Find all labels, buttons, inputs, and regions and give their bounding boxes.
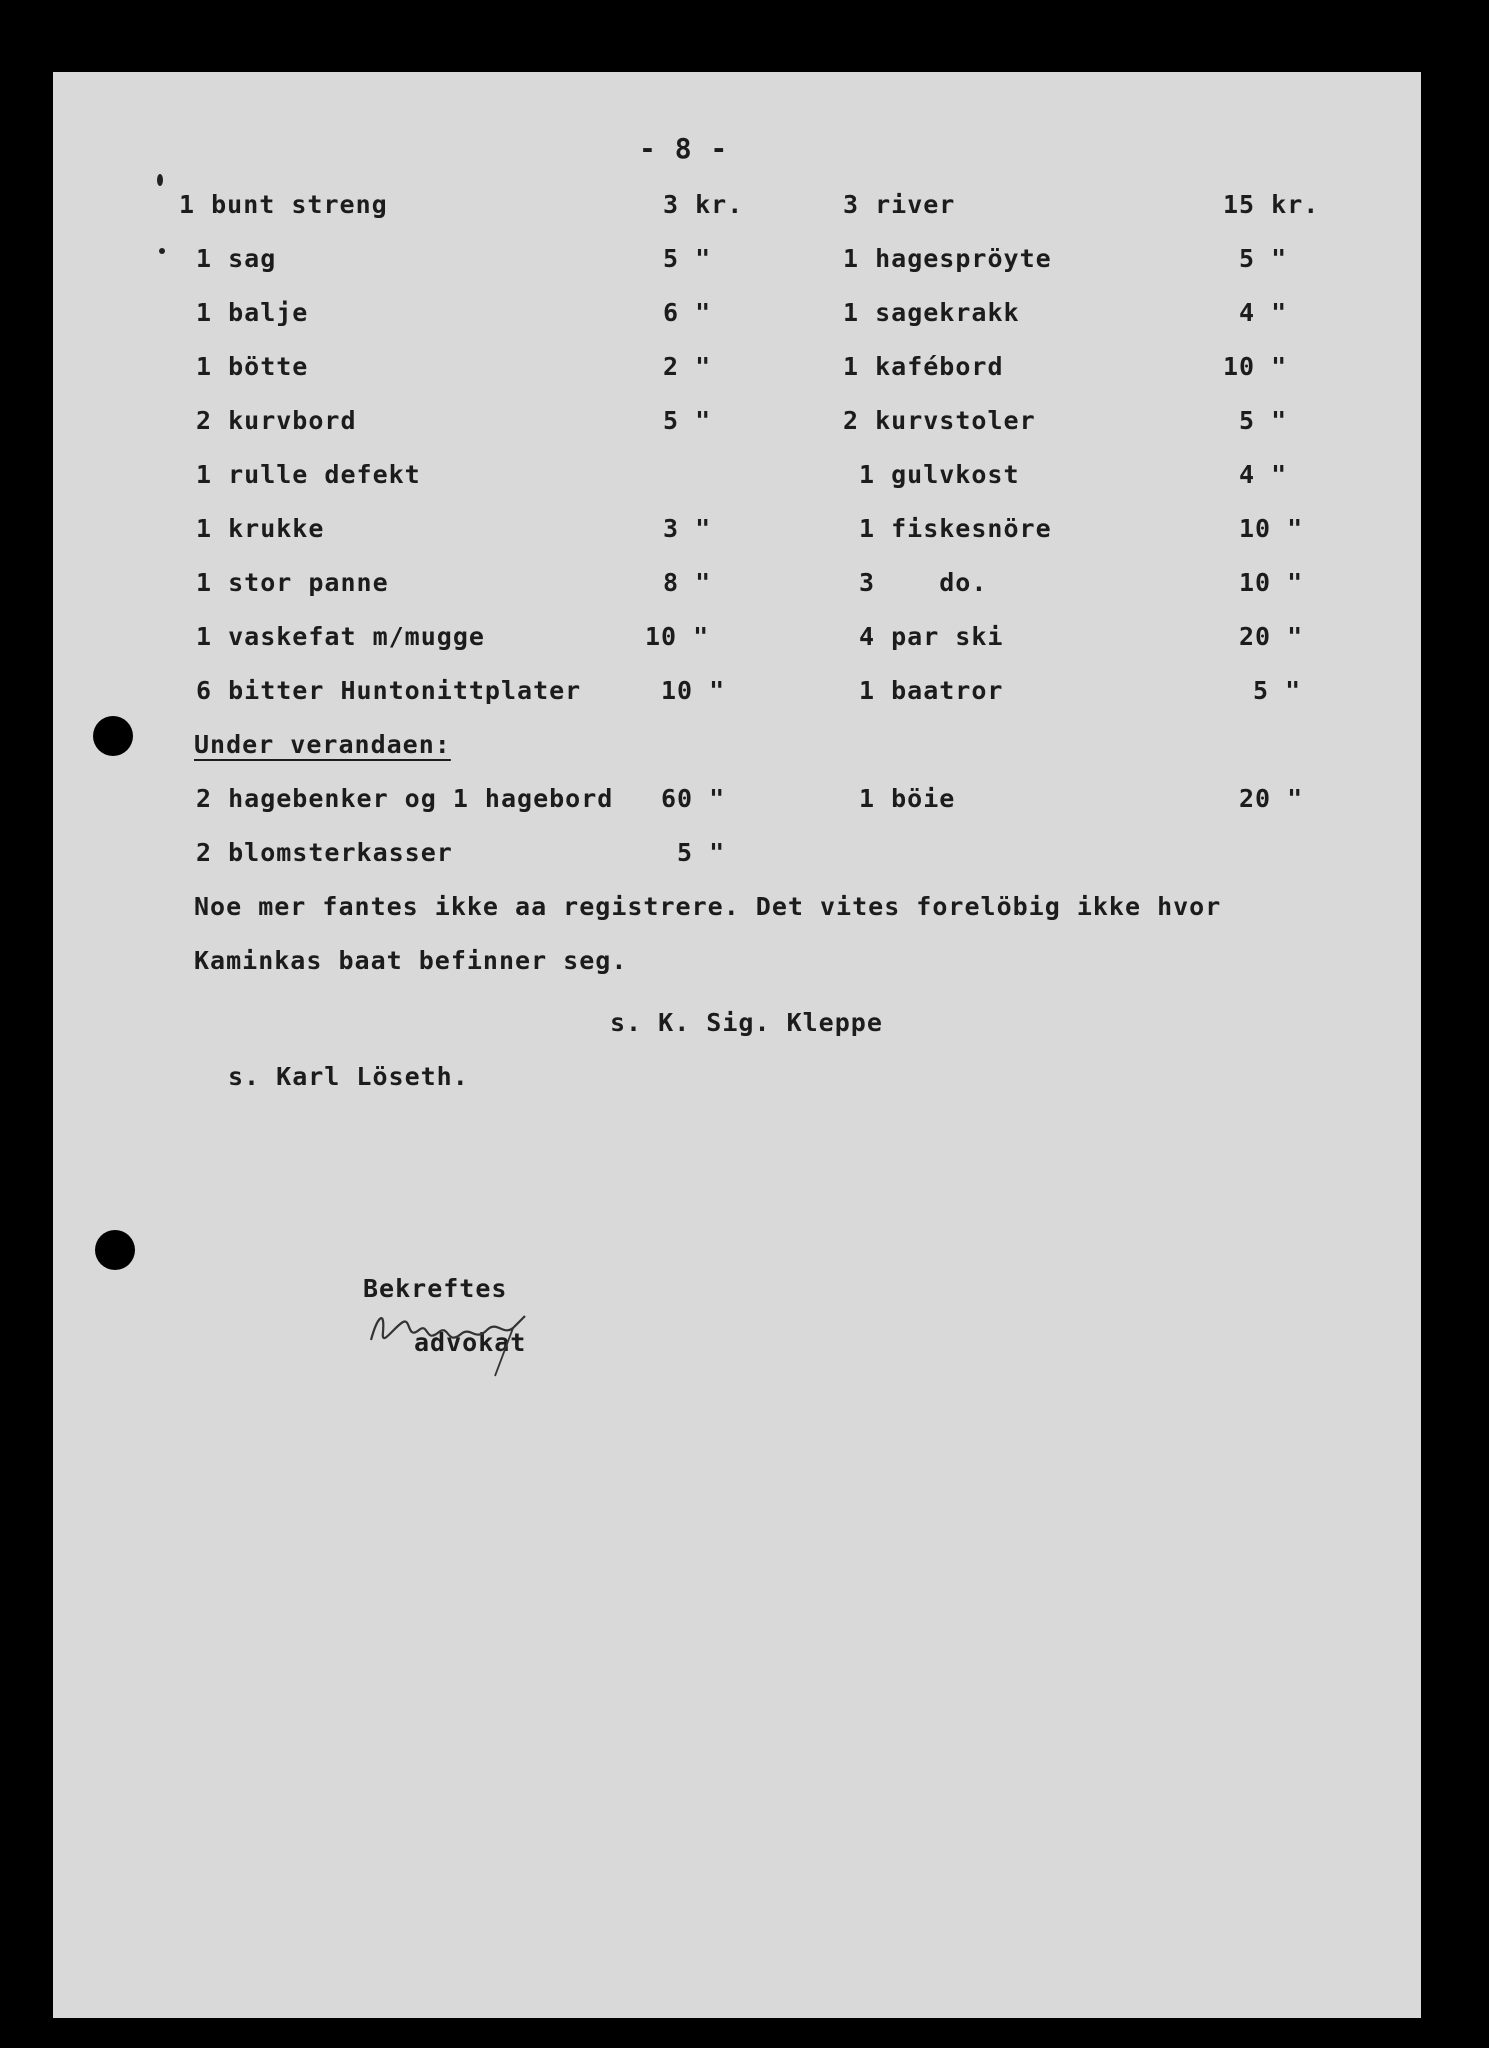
item-price: 10 "	[645, 622, 710, 651]
ink-speck	[157, 174, 163, 186]
item-price: 10 "	[1239, 568, 1304, 597]
list-item: 1 gulvkost	[859, 460, 1020, 489]
document-page	[53, 72, 1421, 2018]
list-item: 2 kurvstoler	[843, 406, 1036, 435]
list-item: 1 fiskesnöre	[859, 514, 1052, 543]
item-price: 20 "	[1239, 784, 1304, 813]
item-price: 5 "	[1239, 406, 1288, 435]
item-price: 3 "	[663, 514, 712, 543]
item-price: 8 "	[663, 568, 712, 597]
list-item: 2 kurvbord	[196, 406, 357, 435]
item-price: 5 "	[1239, 244, 1288, 273]
item-price: 10 "	[661, 676, 726, 705]
punch-hole	[93, 716, 133, 756]
list-item: 1 hagespröyte	[843, 244, 1052, 273]
list-item: 2 blomsterkasser	[196, 838, 453, 867]
item-price: 5 "	[663, 244, 712, 273]
list-item: 1 bötte	[196, 352, 309, 381]
item-price: 5 "	[677, 838, 726, 867]
note-line-1: Noe mer fantes ikke aa registrere. Det vites forelöbig ikke hvor	[194, 892, 1222, 921]
item-price: 6 "	[663, 298, 712, 327]
item-price: 10 "	[1223, 352, 1288, 381]
signature-kleppe: s. K. Sig. Kleppe	[610, 1008, 883, 1037]
list-item: 3 do.	[859, 568, 988, 597]
item-price: 60 "	[661, 784, 726, 813]
item-price: 15 kr.	[1223, 190, 1320, 219]
item-price: 5 "	[663, 406, 712, 435]
list-item: 3 river	[843, 190, 956, 219]
list-item: 1 böie	[859, 784, 956, 813]
item-price: 10 "	[1239, 514, 1304, 543]
punch-hole	[95, 1230, 135, 1270]
signature-loseth: s. Karl Löseth.	[228, 1062, 469, 1091]
list-item: 1 krukke	[196, 514, 325, 543]
confirm-role: advokat	[414, 1328, 527, 1357]
list-item: 1 baatror	[859, 676, 1004, 705]
item-price: 20 "	[1239, 622, 1304, 651]
item-price: 4 "	[1239, 460, 1288, 489]
list-item: 4 par ski	[859, 622, 1004, 651]
confirm-label: Bekreftes	[363, 1274, 508, 1303]
list-item: 1 sagekrakk	[843, 298, 1020, 327]
note-line-2: Kaminkas baat befinner seg.	[194, 946, 628, 975]
list-item: 1 balje	[196, 298, 309, 327]
item-price: 3 kr.	[663, 190, 744, 219]
list-item: 2 hagebenker og 1 hagebord	[196, 784, 614, 813]
list-item: 1 bunt streng	[179, 190, 388, 219]
list-item: 1 sag	[196, 244, 277, 273]
handwritten-signature	[363, 1288, 543, 1378]
list-item: 1 rulle defekt	[196, 460, 421, 489]
ink-speck	[159, 248, 165, 254]
list-item: 1 stor panne	[196, 568, 389, 597]
item-price: 4 "	[1239, 298, 1288, 327]
page-number: - 8 -	[639, 132, 729, 165]
section-heading: Under verandaen:	[194, 730, 451, 759]
item-price: 2 "	[663, 352, 712, 381]
list-item: 1 vaskefat m/mugge	[196, 622, 485, 651]
list-item: 6 bitter Huntonittplater	[196, 676, 582, 705]
list-item: 1 kafébord	[843, 352, 1004, 381]
item-price: 5 "	[1253, 676, 1302, 705]
